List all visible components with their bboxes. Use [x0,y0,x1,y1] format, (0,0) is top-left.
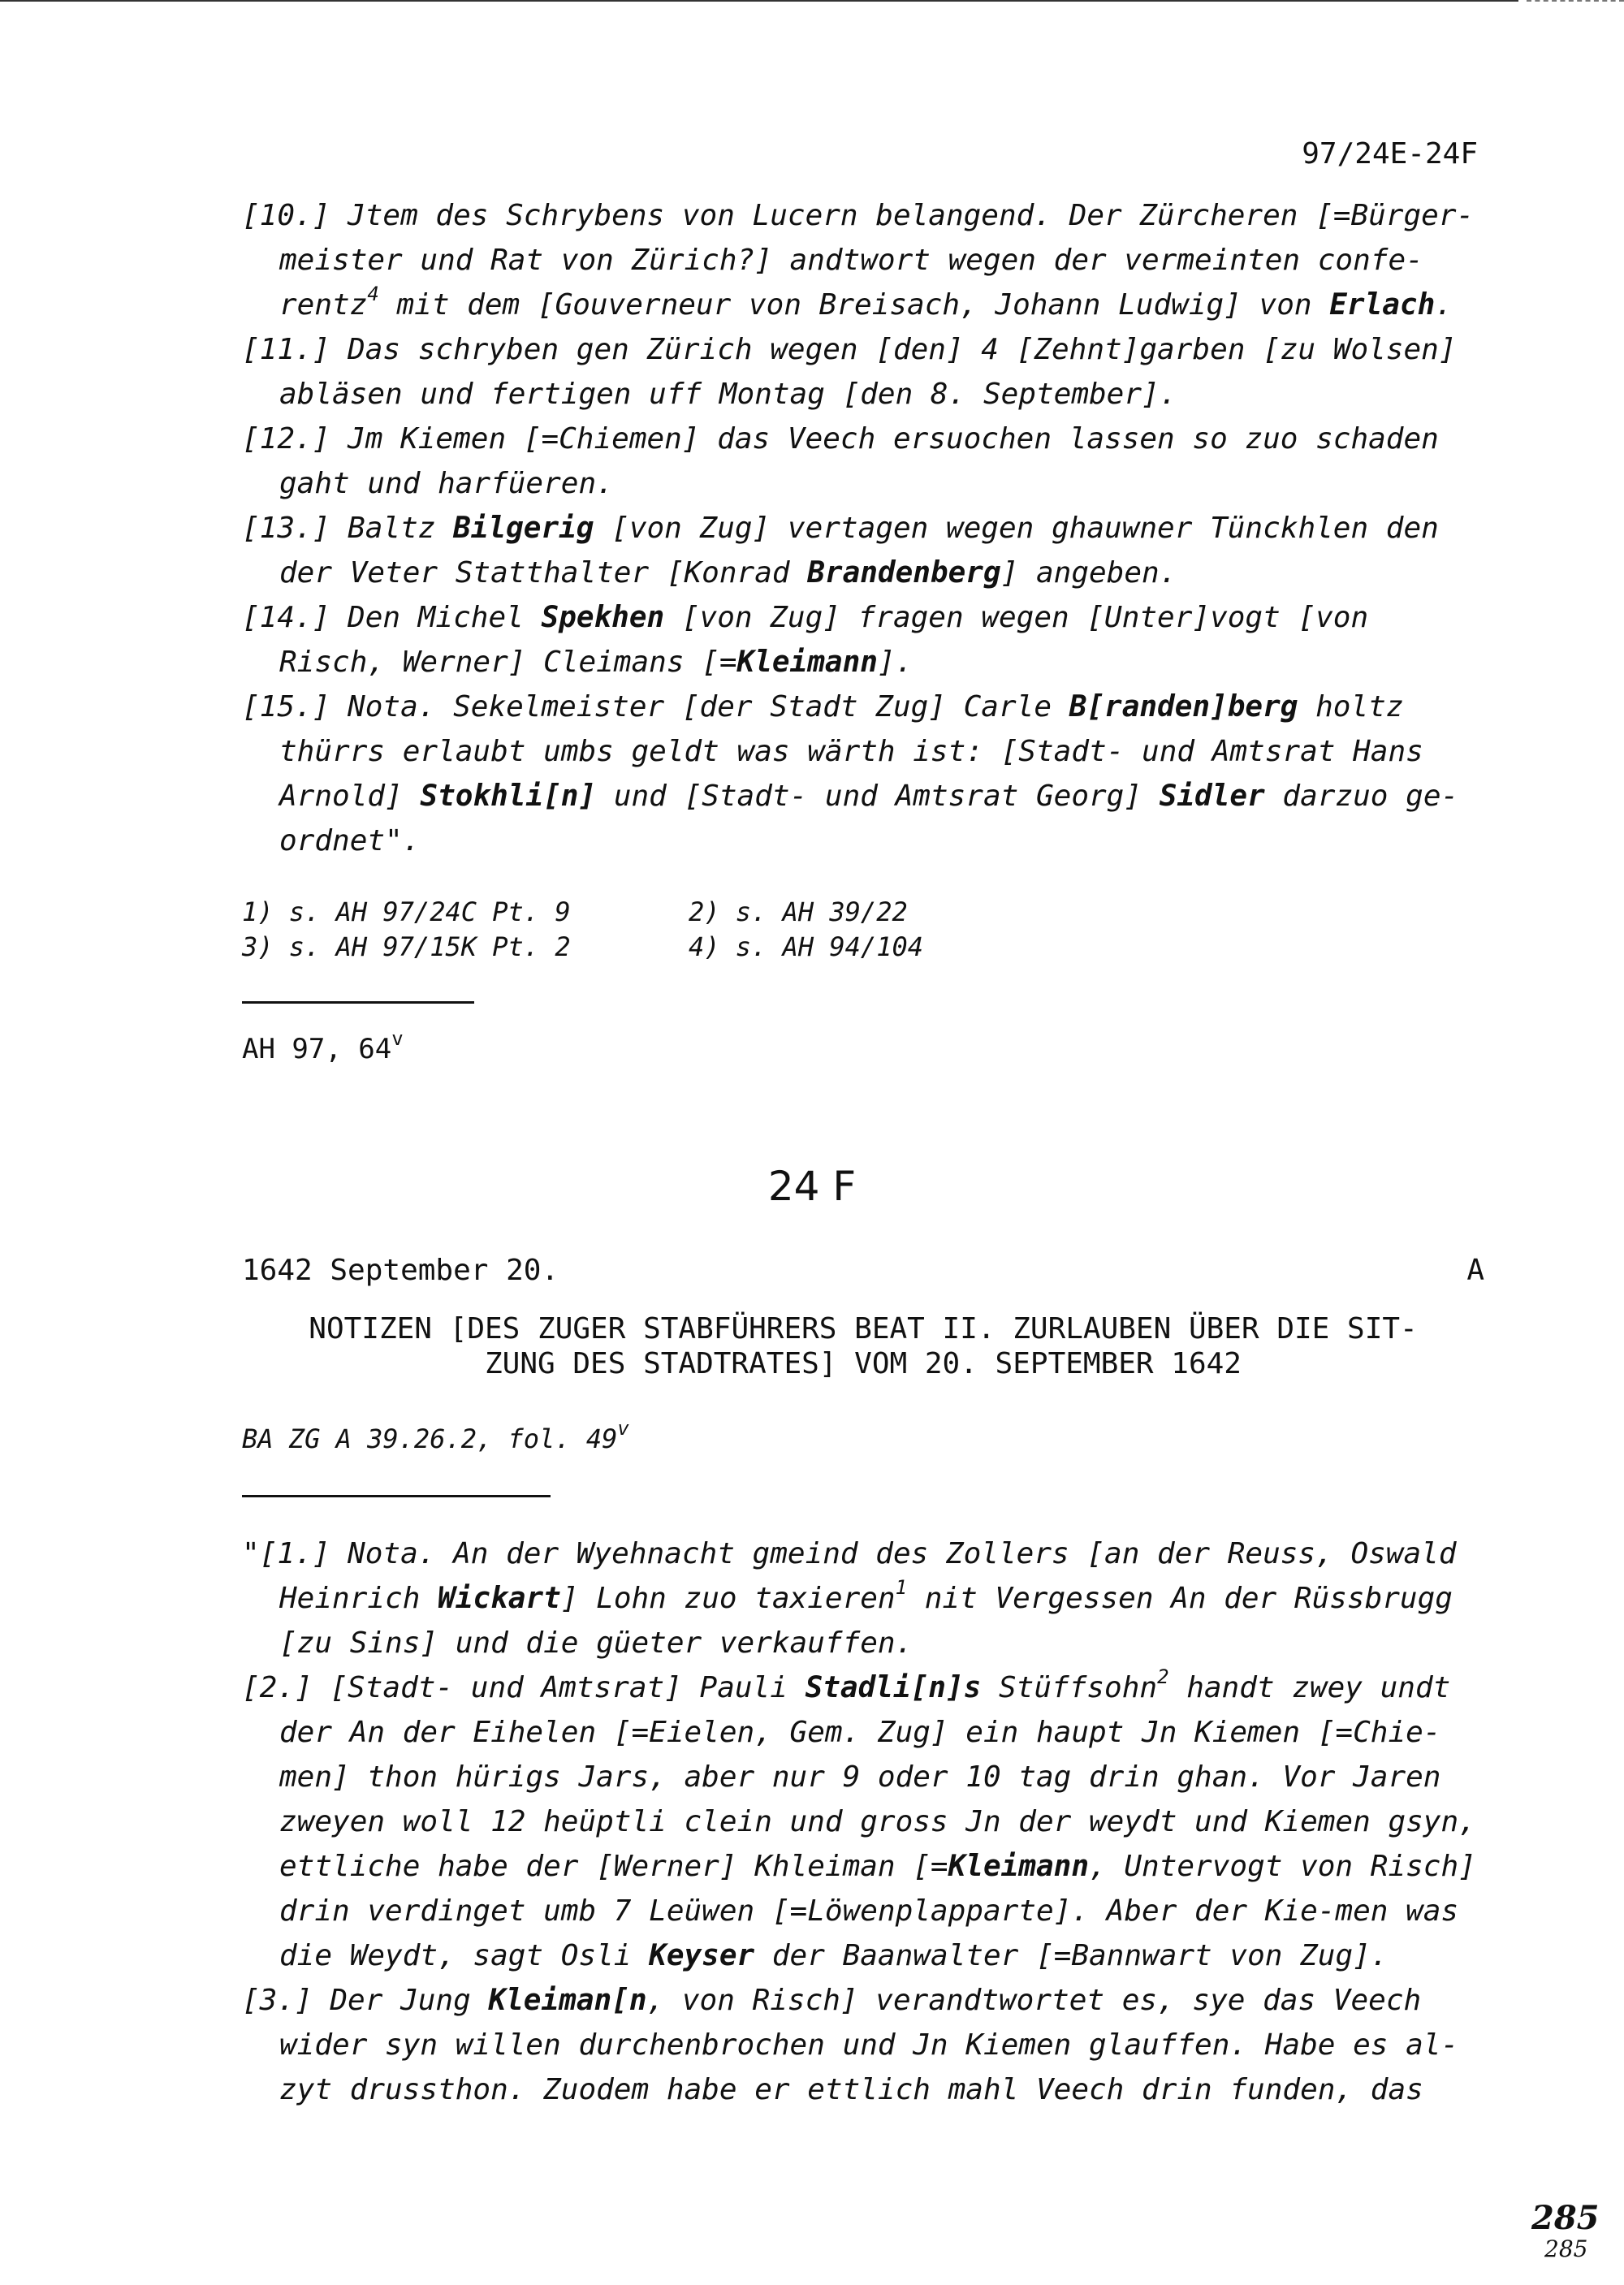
top-border-line [0,0,1518,2]
item-text: Jtem des Schrybens von Lucern belangend. Der Zürcheren [=Bürger-meister und Rat von Zürich?] andtwort wegen der vermeinten confe-rentz [279,199,1475,322]
items-top-list [242,193,1484,863]
list-item [242,1665,1484,1978]
list-item [242,193,1484,327]
bold-name: Erlach [1329,288,1436,322]
source-reference-1-sup: v [391,1026,404,1050]
list-item [242,1978,1484,2112]
item-text: und [Stadt- und Amtsrat Georg] [596,780,1160,813]
list-item [242,327,1484,417]
page-reference: 97/24E-24F [1302,137,1478,171]
list-item [242,506,1484,595]
section-letter: A [1466,1254,1484,1287]
footnote: 1) s. AH 97/24C Pt. 9 [242,896,571,927]
item-text: ] Lohn zuo taxieren [560,1582,896,1615]
footnote: 4) s. AH 94/104 [689,931,923,962]
bold-name: Kleimann [948,1850,1089,1883]
section-date: 1642 September 20. [242,1254,559,1287]
footnote-separator [242,1001,474,1004]
section-title [242,1311,1484,1381]
item-text: ] angeben. [1000,556,1177,590]
footnote: 2) s. AH 39/22 [689,896,908,927]
item-number: [3.] [242,1984,313,2017]
handwritten-page-number [1528,2196,1601,2270]
item-text: mit dem [Gouverneur von Breisach, Johann Ludwig] von [378,288,1330,322]
item-text: darzuo ge-ordnet". [279,780,1459,857]
bold-name: Spekhen [541,601,665,634]
handwritten-page-number-text: 285 [1531,2199,1600,2237]
item-number: [15.] [242,690,330,724]
item-text: Jm Kiemen [=Chiemen] das Veech ersuochen lassen so zuo schaden gaht und harfüeren. [279,422,1439,500]
item-number: [2.] [242,1671,313,1704]
item-text: Den Michel [330,601,542,634]
source-reference-1 [242,1027,404,1072]
top-edge-mark [1527,0,1624,2]
item-text: Stüffsohn [981,1671,1158,1704]
item-text: , von Risch] verandtwortet es, sye das Veech wider syn willen durchenbrochen und Jn Kiemen glauffen. Habe es al-zyt drussthon. Zuodem habe er ettlich mahl Veech drin funden, das [279,1984,1459,2106]
item-text: [Stadt- und Amtsrat] Pauli [312,1671,806,1704]
item-text: Der Jung [312,1984,489,2017]
item-number: "[1.] [242,1537,330,1570]
bold-name: Kleiman[n [488,1984,647,2017]
bold-name: Stadli[n]s [805,1671,982,1704]
footnote-marker: 1 [895,1576,908,1599]
section-title-line-2: ZUNG DES STADTRATES] VOM 20. SEPTEMBER 1642 [485,1347,1242,1380]
list-item [242,595,1484,685]
item-text: Nota. An der Wyehnacht gmeind des Zollers [an der Reuss, Oswald Heinrich [279,1537,1457,1615]
item-text: handt zwey undt der An der Eihelen [=Eielen, Gem. Zug] ein haupt Jn Kiemen [=Chie-men] thon hürigs Jars, aber nur 9 oder 10 tag drin ghan. Vor Jaren zweyen woll 12 heüptli clein und gross Jn der weydt und Kiemen gsyn, ettliche habe der [Werner] Khleiman [= [279,1671,1476,1883]
item-text: , Untervogt von Risch] drin verdinget umb 7 Leüwen [=Löwenplapparte]. Aber der Kie-men was die Weydt, sagt Osli [279,1850,1476,1972]
bold-name: Keyser [649,1939,755,1972]
items-bottom-list [242,1531,1484,2112]
section-heading: 24 F [767,1163,857,1210]
bold-name: Brandenberg [807,556,1001,590]
handwritten-page-number-small: 285 [1544,2235,1588,2262]
item-number: [10.] [242,199,330,232]
item-number: [12.] [242,422,330,456]
footnotes [242,895,1135,965]
item-number: [13.] [242,512,330,545]
item-text: Baltz [330,512,454,545]
item-text: holtz thürrs erlaubt umbs geldt was wärth ist: [Stadt- und Amtsrat Hans Arnold] [279,690,1423,813]
dateline [242,1248,1484,1293]
bold-name: Stokhli[n] [420,780,597,813]
footnote-row [242,895,1135,930]
source-reference-2-sup: v [617,1417,629,1441]
footnote: 3) s. AH 97/15K Pt. 2 [242,931,571,962]
list-item [242,417,1484,506]
footnote-row [242,930,1135,965]
item-text: der Baanwalter [=Bannwart von Zug]. [754,1939,1389,1972]
item-text: [von Zug] fragen wegen [Unter]vogt [von Risch, Werner] Cleimans [= [279,601,1369,679]
footnote-marker: 2 [1157,1665,1169,1688]
item-text: Das schryben gen Zürich wegen [den] 4 [Zehnt]garben [zu Wolsen] abläsen und fertigen uff Montag [den 8. September]. [279,333,1457,411]
source-reference-2-text: BA ZG A 39.26.2, fol. 49 [242,1423,618,1454]
item-text: Nota. Sekelmeister [der Stadt Zug] Carle [330,690,1069,724]
bold-name: Sidler [1159,780,1265,813]
item-number: [14.] [242,601,330,634]
title-separator [242,1495,551,1497]
list-item [242,1531,1484,1665]
item-text: ]. [877,646,914,679]
bold-name: Wickart [438,1582,561,1615]
item-text: nit Vergessen An der Rüssbrugg [zu Sins] und die güeter verkauffen. [279,1582,1453,1660]
item-text: . [1435,288,1453,322]
bold-name: Bilgerig [453,512,594,545]
source-reference-1-text: AH 97, 64 [242,1033,392,1065]
bold-name: Kleimann [736,646,878,679]
list-item [242,685,1484,863]
footnote-marker: 4 [367,283,379,305]
item-number: [11.] [242,333,330,366]
source-reference-2 [242,1417,629,1462]
item-text: [von Zug] vertagen wegen ghauwner Tünckhlen den der Veter Statthalter [Konrad [279,512,1439,590]
section-title-line-1: NOTIZEN [DES ZUGER STABFÜHRERS BEAT II. ZURLAUBEN ÜBER DIE SIT- [309,1312,1418,1346]
bold-name: B[randen]berg [1069,690,1298,724]
